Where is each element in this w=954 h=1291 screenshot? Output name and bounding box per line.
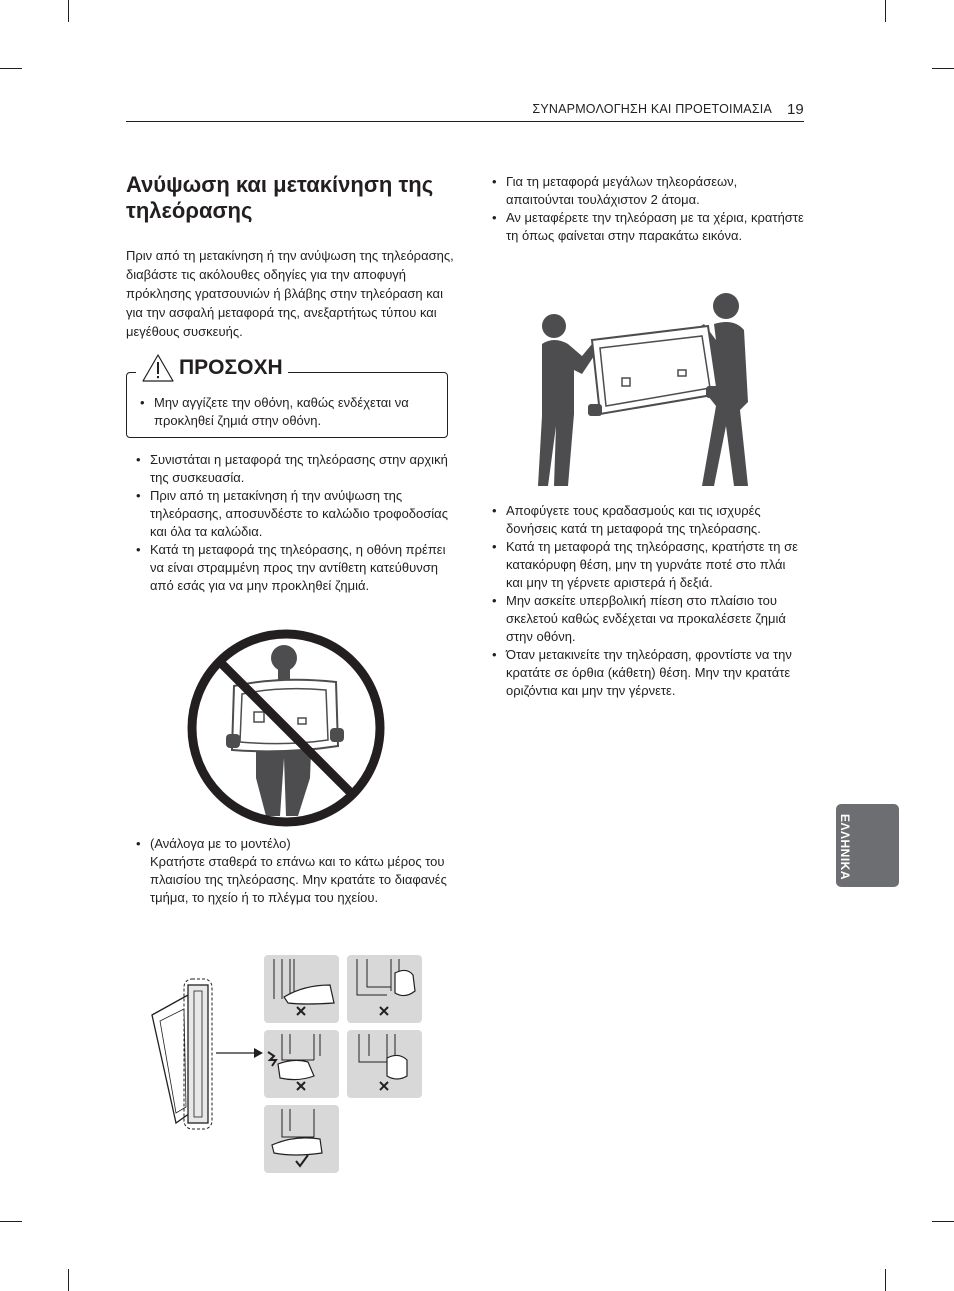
caution-item: • Μην αγγίζετε την οθόνη, καθώς ενδέχεται να προκληθεί ζημιά στην οθόνη. bbox=[140, 394, 440, 430]
hold-side-wrong-tile bbox=[347, 955, 422, 1023]
two-person-carry-figure bbox=[538, 286, 753, 488]
list-item: • Αποφύγετε τους κραδασμούς και τις ισχυρές δονήσεις κατά τη μεταφορά της τηλεόρασης. bbox=[492, 502, 804, 538]
list-item: • Συνιστάται η μεταφορά της τηλεόρασης στην αρχική της συσκευασία. bbox=[136, 451, 448, 487]
crop-mark bbox=[68, 1269, 69, 1291]
model-note-text: Κρατήστε σταθερά το επάνω και το κάτω μέρος του πλαισίου της τηλεόρασης. Μην κρατάτε το διαφανές τμήμα, το ηχείο ή το πλέγμα του ηχείου. bbox=[150, 854, 447, 905]
header-rule bbox=[126, 121, 804, 122]
crop-mark bbox=[885, 1269, 886, 1291]
hold-speaker-wrong-tile bbox=[347, 1030, 422, 1098]
model-note-list bbox=[136, 835, 448, 907]
list-item: • Μην ασκείτε υπερβολική πίεση στο πλαίσιο του σκελετού καθώς ενδέχεται να προκαλέσετε ζημιά στην οθόνη. bbox=[492, 592, 804, 646]
list-item: • Πριν από τη μετακίνηση ή την ανύψωση της τηλεόρασης, αποσυνδέστε το καλώδιο τροφοδοσίας και όλα τα καλώδια. bbox=[136, 487, 448, 541]
crop-mark bbox=[885, 0, 886, 22]
page-number: 19 bbox=[787, 101, 804, 118]
prohibited-carry-figure bbox=[186, 628, 386, 828]
caution-heading bbox=[136, 350, 288, 386]
crop-mark bbox=[932, 68, 954, 69]
list-item: • Αν μεταφέρετε την τηλεόραση με τα χέρια, κρατήστε τη όπως φαίνεται στην παρακάτω εικόνα. bbox=[492, 209, 804, 245]
crop-mark bbox=[0, 1221, 22, 1222]
intro-paragraph: Πριν από τη μετακίνηση ή την ανύψωση της τηλεόρασης, διαβάστε τις ακόλουθες οδηγίες για την αποφυγή πρόκλησης γρατσουνιών ή βλάβης στην τηλεόραση και για την ασφαλή μεταφορά της, ανεξαρτήτως τύπου και μεγέθους συσκευής. bbox=[126, 248, 454, 339]
language-tab[interactable] bbox=[836, 804, 899, 887]
tv-side-view-figure bbox=[150, 975, 270, 1135]
section-header: ΣΥΝΑΡΜΟΛΟΓΗΣΗ ΚΑΙ ΠΡΟΕΤΟΙΜΑΣΙΑ bbox=[532, 102, 772, 116]
caution-list bbox=[140, 394, 440, 430]
crop-mark bbox=[0, 68, 22, 69]
caution-title: ΠΡΟΣΟΧΗ bbox=[179, 356, 283, 379]
list-item: • Κατά τη μεταφορά της τηλεόρασης, κρατήστε τη σε κατακόρυφη θέση, μην τη γυρνάτε ποτέ στο πλάι και μην τη γέρνετε αριστερά ή δεξιά. bbox=[492, 538, 804, 592]
right-bullet-list-top bbox=[492, 173, 804, 245]
left-bullet-list bbox=[136, 451, 448, 595]
model-note-label: • (Ανάλογα με το μοντέλο) bbox=[150, 836, 291, 851]
list-item: • Όταν μετακινείτε την τηλεόραση, φροντίστε να την κρατάτε σε όρθια (κάθετη) θέση. Μην την κρατάτε οριζόντια και μην την γέρνετε. bbox=[492, 646, 804, 700]
hold-correct-tile bbox=[264, 1105, 339, 1173]
list-item: • Για τη μεταφορά μεγάλων τηλεοράσεων, απαιτούνται τουλάχιστον 2 άτομα. bbox=[492, 173, 804, 209]
crop-mark bbox=[932, 1221, 954, 1222]
right-bullet-list-bottom bbox=[492, 502, 804, 700]
list-item: • Κατά τη μεταφορά της τηλεόρασης, η οθόνη πρέπει να είναι στραμμένη προς την αντίθετη κατεύθυνση από εσάς για να μην προκληθεί ζημιά. bbox=[136, 541, 448, 595]
hold-bottom-wrong-tile bbox=[264, 955, 339, 1023]
hold-screen-wrong-tile bbox=[264, 1030, 339, 1098]
crop-mark bbox=[68, 0, 69, 22]
language-tab-label: ΕΛΛΗΝΙΚΑ bbox=[838, 814, 852, 881]
warning-icon bbox=[141, 353, 175, 383]
list-item bbox=[136, 835, 448, 907]
page-title: Ανύψωση και μετακίνηση της τηλεόρασης bbox=[126, 172, 434, 223]
